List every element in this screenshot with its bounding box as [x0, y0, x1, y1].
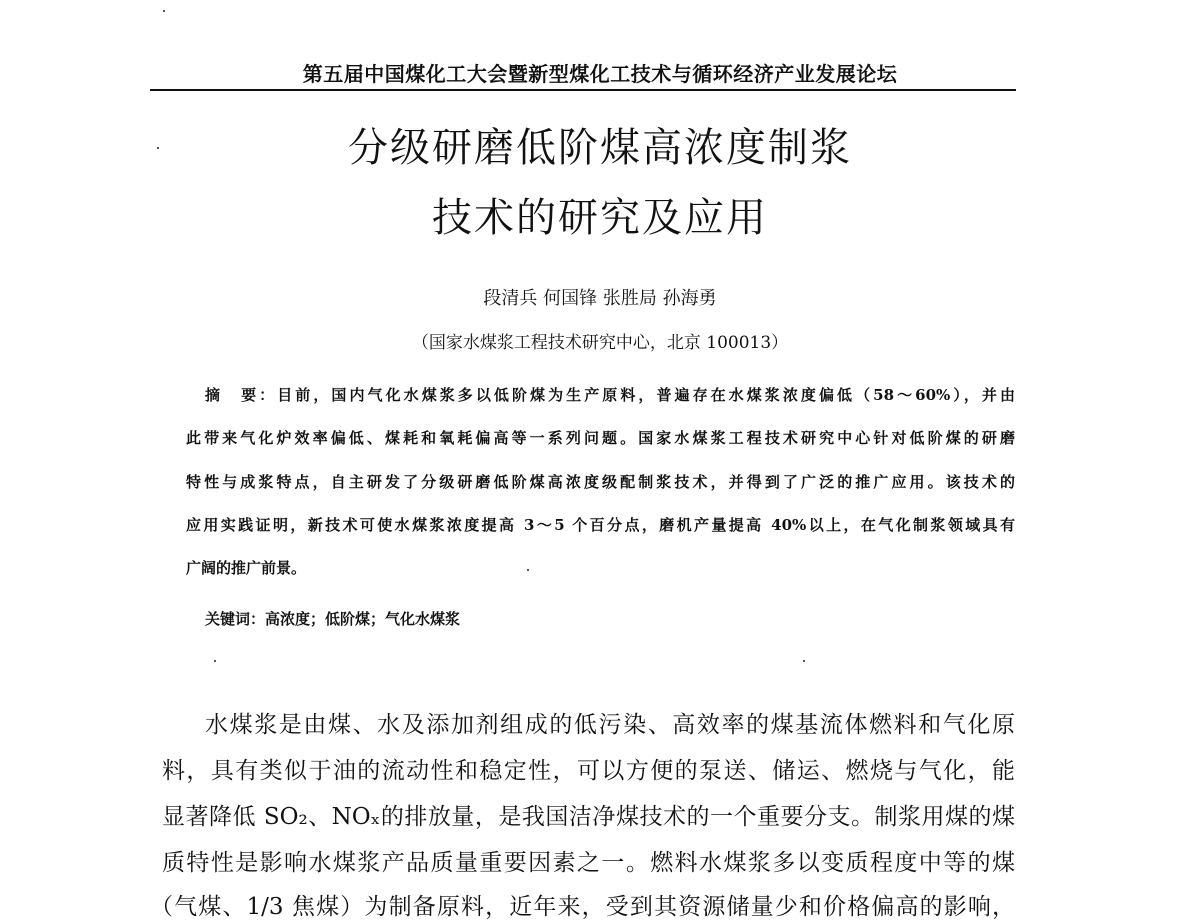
- body-line: 水煤浆是由煤、水及添加剂组成的低污染、高效率的煤基流体燃料和气化原: [205, 712, 1015, 738]
- scan-speck: [157, 147, 159, 149]
- abstract-line: 特性与成浆特点，自主研发了分级研磨低阶煤高浓度级配制浆技术，并得到了广泛的推广应用。该技术的: [186, 473, 1015, 491]
- abstract-line: 此带来气化炉效率偏低、煤耗和氧耗偏高等一系列问题。国家水煤浆工程技术研究中心针对低阶煤的研磨: [186, 429, 1015, 447]
- abstract-line: 广阔的推广前景。: [186, 559, 307, 577]
- scan-speck: [527, 569, 529, 571]
- body-line: 显著降低 SO₂、NOₓ的排放量，是我国洁净煤技术的一个重要分支。制浆用煤的煤: [162, 804, 1015, 830]
- body-line: 质特性是影响水煤浆产品质量重要因素之一。燃料水煤浆多以变质程度中等的煤: [162, 850, 1015, 876]
- scan-speck: [214, 660, 216, 662]
- abstract-line: 应用实践证明，新技术可使水煤浆浓度提高 3～5 个百分点，磨机产量提高 40%以上，在气化制浆领域具有: [186, 516, 1015, 534]
- header-rule: [150, 89, 1016, 91]
- body-line: （气煤、1/3 焦煤）为制备原料，近年来，受到其资源储量少和价格偏高的影响，: [150, 894, 1015, 920]
- paper-title-line-2: 技术的研究及应用: [432, 195, 768, 241]
- abstract-line: 摘 要：目前，国内气化水煤浆多以低阶煤为生产原料，普遍存在水煤浆浓度偏低（58～60%），并由: [205, 386, 1015, 404]
- authors: 段清兵 何国锋 张胜局 孙海勇: [483, 288, 717, 309]
- affiliation: （国家水煤浆工程技术研究中心，北京 100013）: [411, 333, 789, 353]
- paper-title-line-1: 分级研磨低阶煤高浓度制浆: [348, 125, 852, 171]
- scan-speck: [163, 10, 165, 12]
- conference-header: 第五届中国煤化工大会暨新型煤化工技术与循环经济产业发展论坛: [302, 62, 898, 86]
- keywords: 关键词：高浓度；低阶煤；气化水煤浆: [205, 610, 461, 628]
- scan-speck: [803, 660, 805, 662]
- body-line: 料，具有类似于油的流动性和稳定性，可以方便的泵送、储运、燃烧与气化，能: [162, 758, 1015, 784]
